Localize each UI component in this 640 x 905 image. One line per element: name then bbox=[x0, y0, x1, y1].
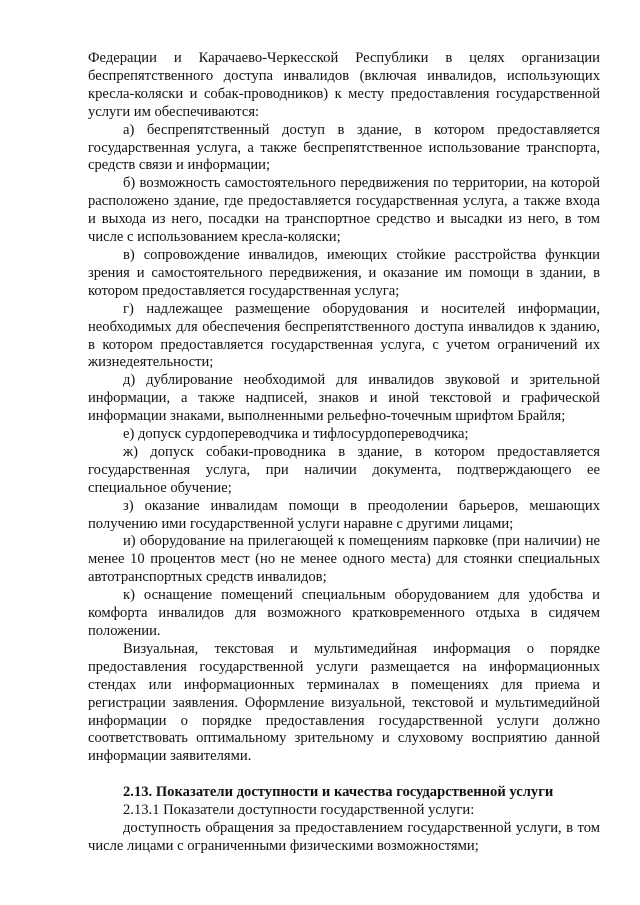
paragraph-visual-info: Визуальная, текстовая и мультимедийная информация о порядке предоставления государственной услуги размещается на информационных стендах или информационных терминалах в помещениях для приема и регистрации заявления. Оформление визуальной, текстовой и мультимедийной информации о порядке предоставления государственной услуги должно соответствовать оптимальному зрительному и слуховому восприятию данной информации заявителями. bbox=[88, 640, 600, 765]
list-item-k: к) оснащение помещений специальным оборудованием для удобства и комфорта инвалидов для возможного кратковременного отдыха в сидячем положении. bbox=[88, 587, 600, 639]
list-item-b: б) возможность самостоятельного передвижения по территории, на которой расположено здание, где предоставляется государственная услуга, а также входа и выхода из него, посадки на транспортное средство и высадки из него, в том числе с использованием кресла-коляски; bbox=[88, 175, 600, 246]
subsection-heading: 2.13.1 Показатели доступности государственной услуги: bbox=[123, 802, 475, 819]
section-heading: 2.13. Показатели доступности и качества государственной услуги bbox=[123, 784, 554, 801]
list-item-zh: ж) допуск собаки-проводника в здание, в котором предоставляется государственная услуга, при наличии документа, подтверждающего ее специальное обучение; bbox=[88, 443, 600, 496]
list-item-a: а) беспрепятственный доступ в здание, в котором предоставляется государственная услуга, а также беспрепятственное использование транспорта, средств связи и информации; bbox=[88, 121, 600, 174]
list-item-g: г) надлежащее размещение оборудования и носителей информации, необходимых для обеспечения беспрепятственного доступа инвалидов к зданию, в котором предоставляется государственная услуга, с учетом ограничений их жизнедеятельности; bbox=[88, 300, 600, 371]
list-item-v: в) сопровождение инвалидов, имеющих стойкие расстройства функции зрения и самостоятельного передвижения, и оказание им помощи в здании, в котором предоставляется государственная услуга; bbox=[88, 246, 600, 299]
list-item-e: е) допуск сурдопереводчика и тифлосурдопереводчика; bbox=[123, 426, 469, 443]
section-gap bbox=[88, 766, 600, 784]
list-item-i: и) оборудование на прилегающей к помещениям парковке (при наличии) не менее 10 процентов мест (но не менее одного места) для стоянки специальных автотранспортных средств инвалидов; bbox=[88, 533, 600, 586]
list-item-z: з) оказание инвалидам помощи в преодолении барьеров, мешающих получению ими государственной услуги наравне с другими лицами; bbox=[88, 497, 600, 532]
paragraph: Федерации и Карачаево-Черкесской Республики в целях организации беспрепятственного доступа инвалидов (включая инвалидов, использующих кресла-коляски и собак-проводников) к месту предоставления государственной услуги им обеспечиваются: bbox=[88, 50, 600, 120]
document-body bbox=[88, 50, 600, 856]
paragraph-accessibility: доступность обращения за предоставлением государственной услуги, в том числе лицами с ограниченными физическими возможностями; bbox=[88, 820, 600, 854]
list-item-d: д) дублирование необходимой для инвалидов звуковой и зрительной информации, а также надписей, знаков и иной текстовой и графической информации знаками, выполненными рельефно-точечным шрифтом Брайля; bbox=[88, 372, 600, 425]
